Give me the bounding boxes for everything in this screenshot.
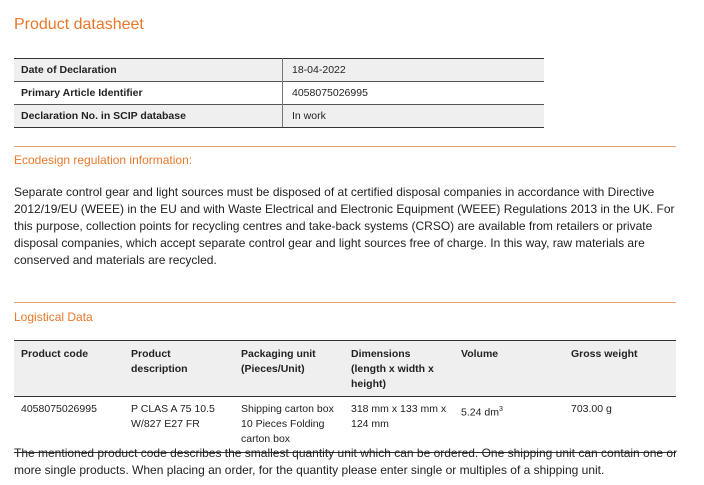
declaration-row [14,59,544,82]
volume-value: 5.24 dm [461,406,499,419]
column-header: Product code [14,341,124,397]
product-description-cell: P CLAS A 75 10.5 W/827 E27 FR [124,397,234,453]
dimensions-cell: 318 mm x 133 mm x 124 mm [344,397,454,453]
declaration-value: 18-04-2022 [283,59,545,82]
column-header: Packaging unit (Pieces/Unit) [234,341,344,397]
column-header: Gross weight [564,341,676,397]
logistical-heading: Logistical Data [14,310,93,324]
gross-weight-cell: 703.00 g [564,397,676,453]
declaration-table [14,58,544,128]
declaration-row [14,82,544,105]
section-divider [14,146,676,147]
column-header: Dimensions (length x width x height) [344,341,454,397]
logistical-table [14,340,676,453]
logistical-header-row [14,341,676,397]
page-title: Product datasheet [14,16,144,33]
ecodesign-paragraph: Separate control gear and light sources must be disposed of at certified disposal companies in accordance with Directive 2012/19/EU (WEEE) in the EU and with Waste Electrical and Electronic Equipment (WEEE) Regulations 2013 in the UK. For this purpose, collection points for recycling centres and take-back systems (CRSO) are available from retailers or private disposal companies, which accept separate control gear and light sources free of charge. In this way, raw materials are conserved and materials are recycled. [14,185,675,267]
section-divider [14,302,676,303]
declaration-label: Primary Article Identifier [14,82,283,105]
column-header: Volume [454,341,564,397]
volume-superscript: 3 [498,406,503,413]
declaration-value: 4058075026995 [283,82,545,105]
footer-note: The mentioned product code describes the smallest quantity unit which can be ordered. One shipping unit can contain one or more single products. When placing an order, for the quantity please enter single or multiples of a shipping unit. [14,446,678,477]
packaging-cell: Shipping carton box 10 Pieces Folding carton box [234,397,344,453]
ecodesign-heading: Ecodesign regulation information: [14,153,193,167]
declaration-row [14,105,544,128]
declaration-label: Declaration No. in SCIP database [14,105,283,128]
declaration-label: Date of Declaration [14,59,283,82]
declaration-value: In work [283,105,545,128]
column-header: Product description [124,341,234,397]
product-code-cell: 4058075026995 [14,397,124,453]
